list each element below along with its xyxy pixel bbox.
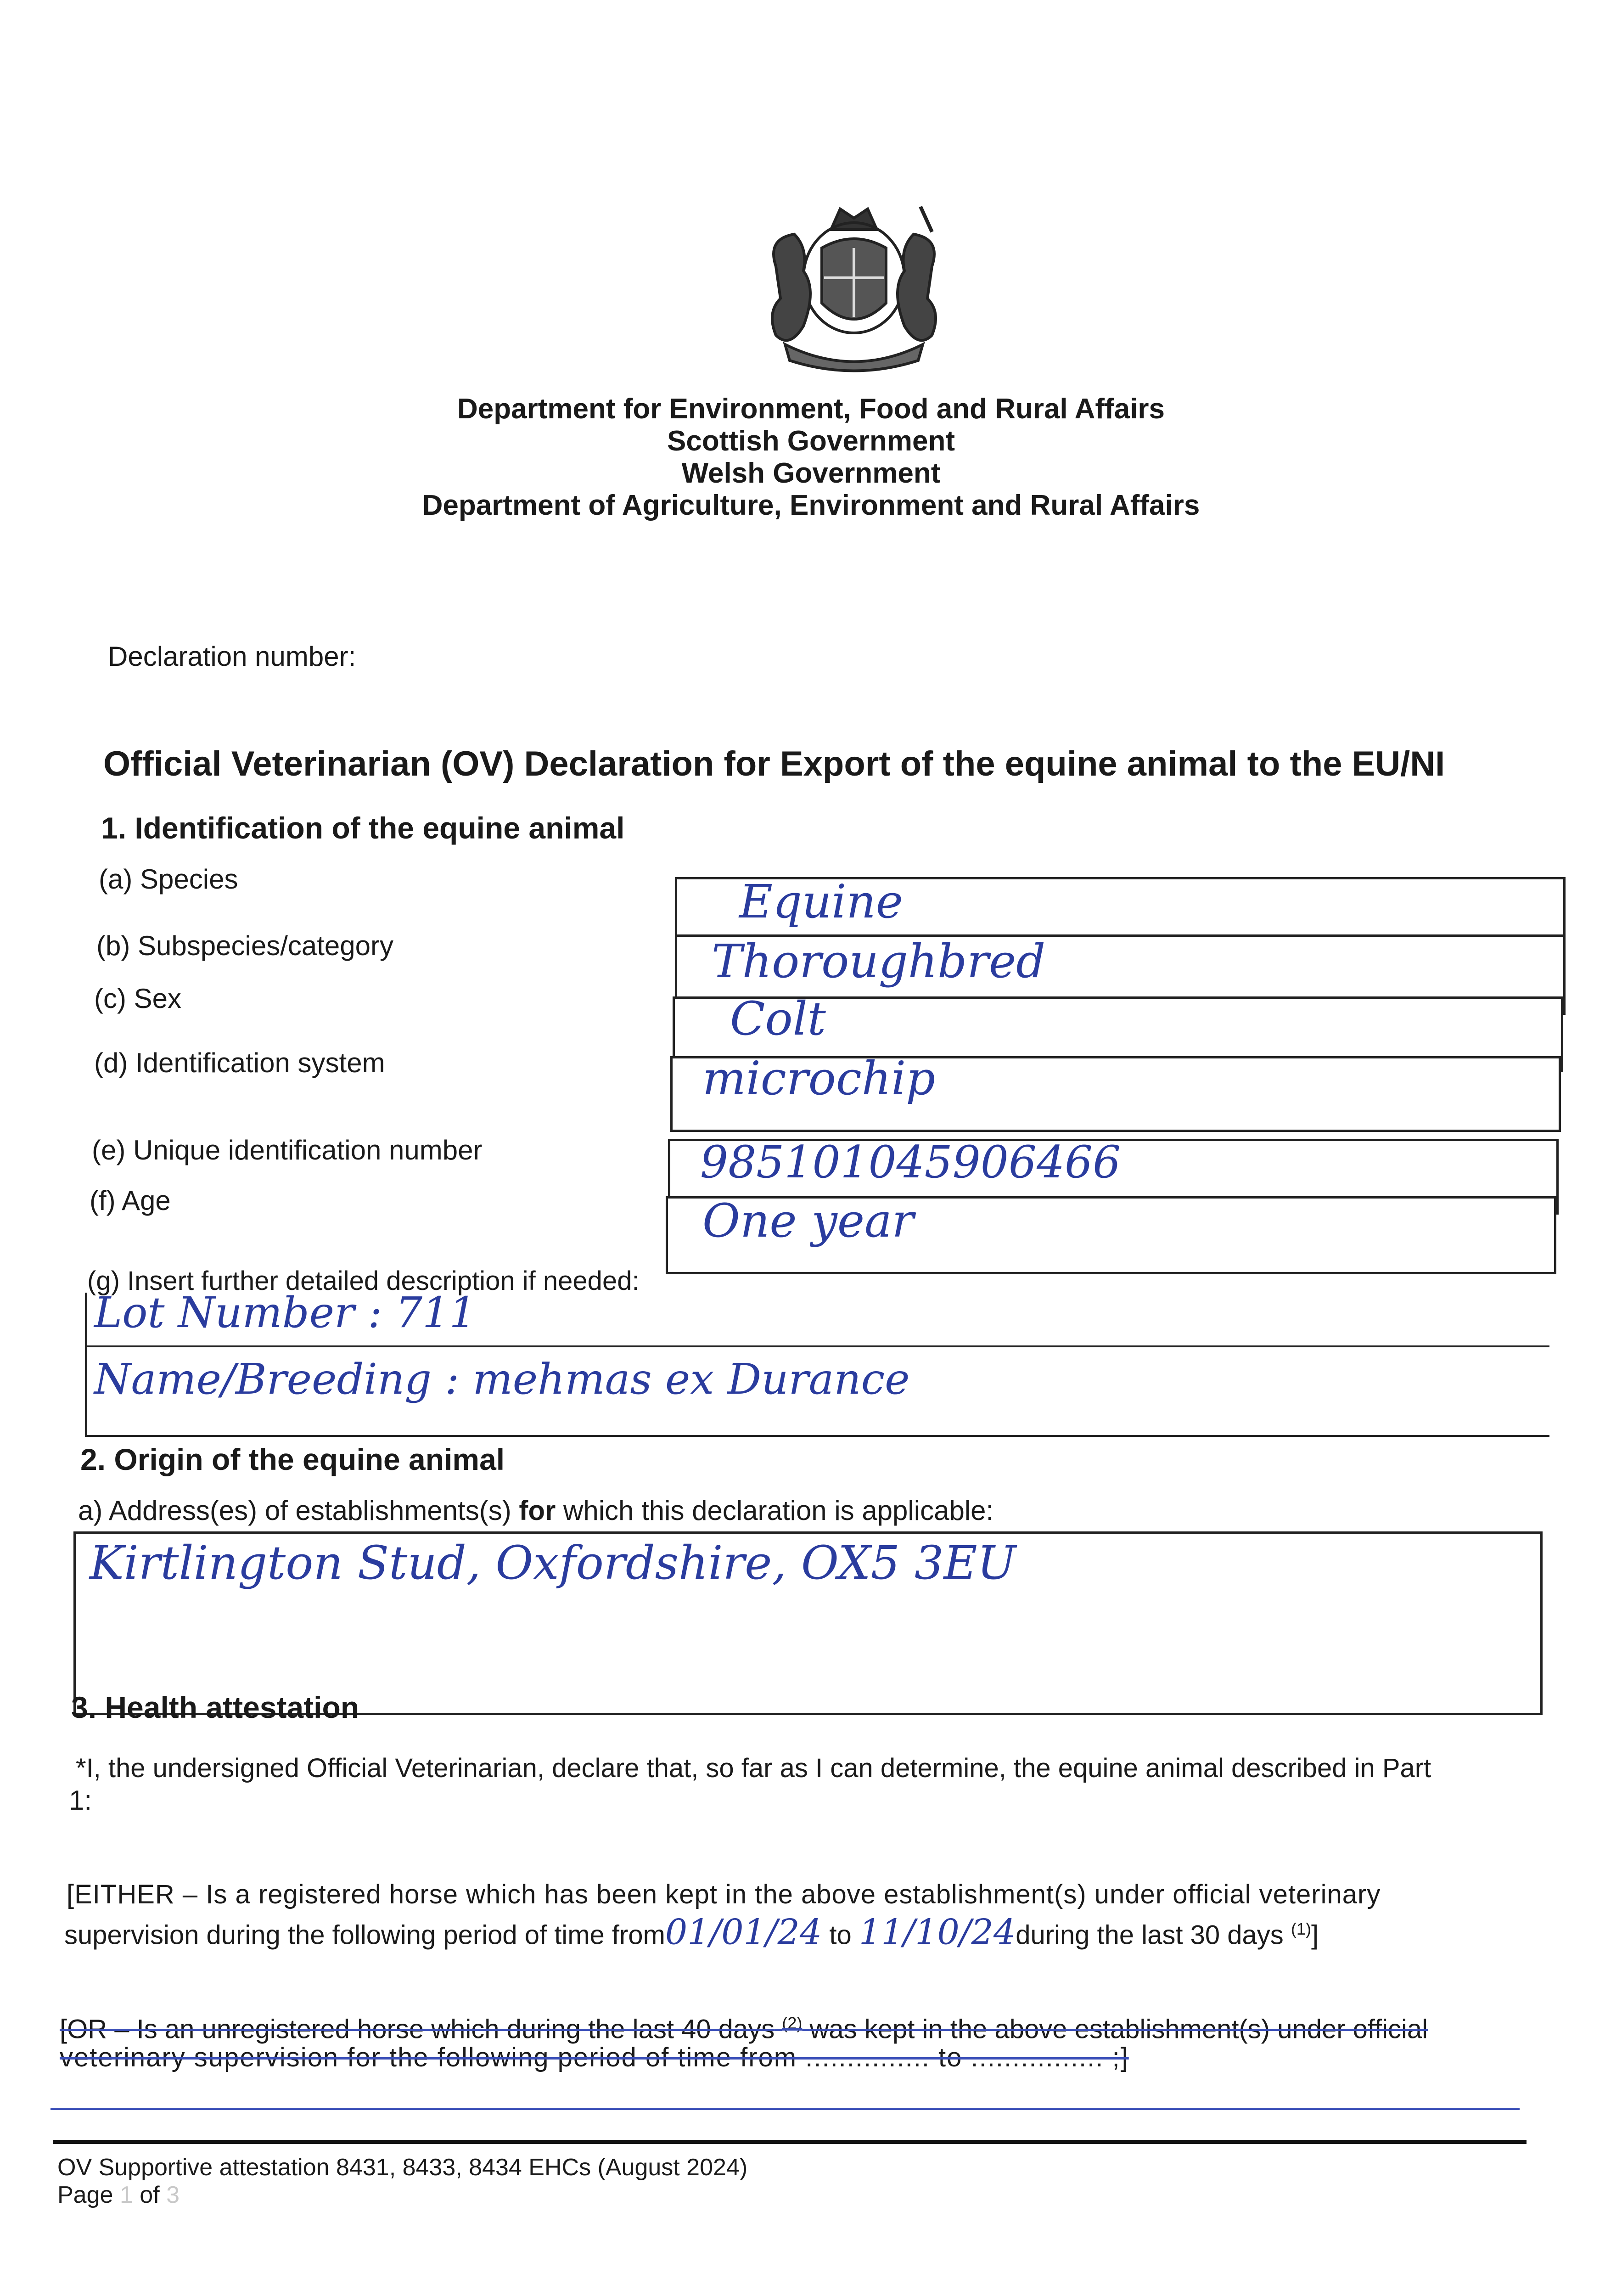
- unique-id-label: (e) Unique identification number: [92, 1135, 483, 1165]
- or-line-1-post: was kept in the above establishment(s) under official: [809, 2014, 1428, 2044]
- further-description-underline-1: [85, 1345, 1549, 1347]
- address-label: [78, 1495, 993, 1527]
- further-description-label: (g) Insert further detailed description if needed:: [87, 1266, 640, 1296]
- page-word: Page: [57, 2182, 113, 2208]
- address-value: Kirtlington Stud, Oxfordshire, OX5 3EU: [90, 1536, 1016, 1590]
- section-3-heading: 3. Health attestation: [71, 1690, 359, 1724]
- or-line-1: [60, 2007, 1428, 2046]
- department-line: Department of Agriculture, Environment and Rural Affairs: [422, 490, 1200, 521]
- or-line-1-pre: [OR – Is an unregistered horse which during the last 40 days: [60, 2014, 775, 2044]
- subspecies-label: (b) Subspecies/category: [96, 930, 393, 961]
- department-line: Department for Environment, Food and Rural Affairs: [457, 393, 1165, 425]
- species-label: (a) Species: [99, 864, 238, 895]
- either-line-1: [EITHER – Is a registered horse which has been kept in the above establishment(s) under official veterinary: [67, 1880, 1381, 1909]
- document-title: Official Veterinarian (OV) Declaration for Export of the equine animal to the EU/NI: [103, 744, 1445, 783]
- further-description-line-2: Name/Breeding : mehmas ex Durance: [94, 1355, 910, 1404]
- age-value: One year: [702, 1194, 914, 1248]
- or-line-2: veterinary supervision for the following period of time from ............... to ................ ;]: [60, 2043, 1129, 2072]
- sex-label: (c) Sex: [94, 983, 182, 1014]
- or-footnote-ref: (2): [782, 2014, 803, 2032]
- species-value: Equine: [739, 875, 903, 929]
- of-word: of: [140, 2182, 160, 2208]
- footer-rule: [53, 2140, 1527, 2144]
- either-close-bracket: ]: [1311, 1920, 1319, 1950]
- subspecies-value: Thoroughbred: [712, 934, 1046, 988]
- strikethrough-mark: [51, 2108, 1520, 2110]
- either-footnote-ref: (1): [1291, 1919, 1311, 1938]
- address-label-pre: a) Address(es) of establishments(s): [78, 1495, 519, 1526]
- either-to-date: 11/10/24: [859, 1911, 1016, 1953]
- either-to-word: to: [829, 1920, 852, 1950]
- section-2-heading: 2. Origin of the equine animal: [80, 1442, 505, 1476]
- page-total: 3: [166, 2182, 180, 2208]
- address-label-post: which this declaration is applicable:: [556, 1495, 994, 1526]
- identification-system-label: (d) Identification system: [94, 1047, 385, 1078]
- either-period-prefix: supervision during the following period of time from: [64, 1920, 665, 1950]
- sex-value: Colt: [730, 992, 826, 1046]
- department-line: Scottish Government: [667, 425, 955, 457]
- health-intro-line-2: 1:: [69, 1785, 92, 1816]
- either-line-2: [64, 1913, 1319, 1952]
- unique-id-value: 985101045906466: [700, 1137, 1121, 1188]
- either-from-date: 01/01/24: [665, 1911, 822, 1953]
- further-description-underline-2: [85, 1435, 1549, 1437]
- further-description-box-left: [85, 1293, 87, 1435]
- further-description-line-1: Lot Number : 711: [94, 1288, 477, 1337]
- declaration-number-label: Declaration number:: [108, 641, 356, 672]
- department-line: Welsh Government: [681, 457, 941, 489]
- royal-coat-of-arms-logo: [748, 197, 960, 381]
- identification-system-value: microchip: [702, 1052, 936, 1105]
- page-current: 1: [119, 2182, 133, 2208]
- address-label-bold: for: [519, 1495, 556, 1526]
- either-period-suffix: during the last 30 days: [1016, 1920, 1284, 1950]
- section-1-heading: 1. Identification of the equine animal: [101, 811, 625, 845]
- age-label: (f) Age: [90, 1185, 171, 1216]
- footer-page-number: [57, 2181, 180, 2209]
- footer-attestation-ref: OV Supportive attestation 8431, 8433, 8434 EHCs (August 2024): [57, 2154, 748, 2181]
- health-intro-line-1: *I, the undersigned Official Veterinarian, declare that, so far as I can determine, the equine animal described in Part: [76, 1753, 1431, 1783]
